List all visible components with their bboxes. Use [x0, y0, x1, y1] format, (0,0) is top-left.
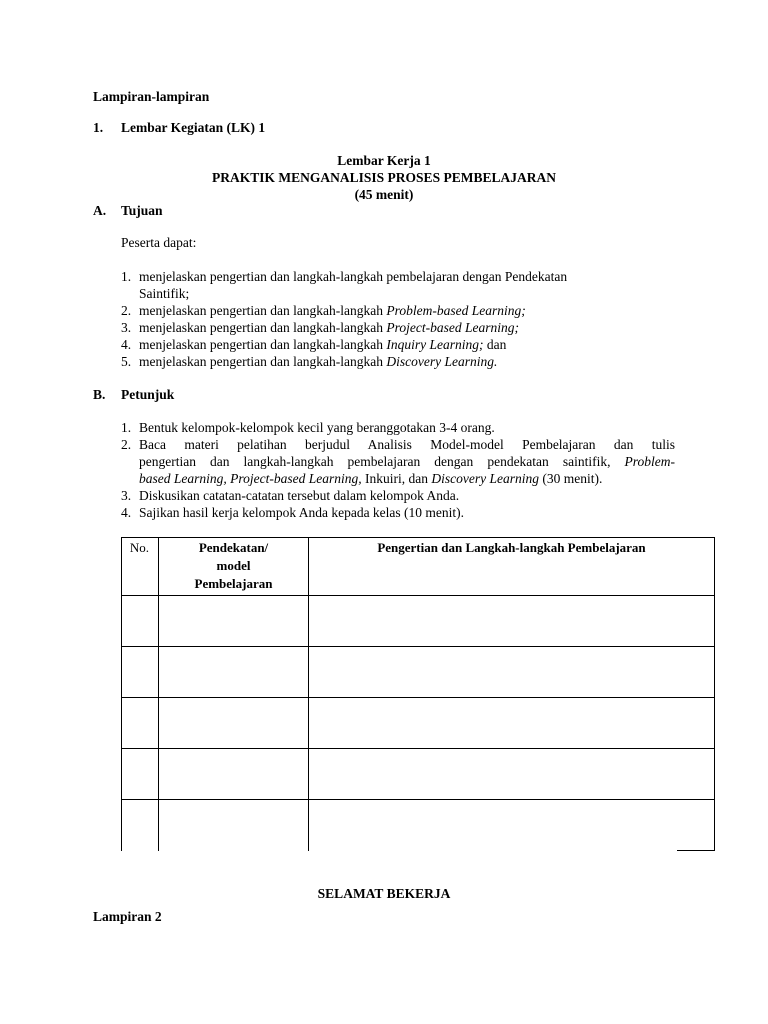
worksheet-table [121, 537, 715, 851]
tujuan-intro: Peserta dapat: [121, 235, 197, 250]
list-item: 1. menjelaskan pengertian dan langkah-langkah pembelajaran dengan Pendekatan Saintifik; [121, 269, 568, 301]
header-no: No. [129, 540, 150, 555]
table-row-divider [121, 799, 715, 800]
list-item: 3. Diskusikan catatan-catatan tersebut dalam kelompok Anda. [121, 488, 460, 503]
lampiran-2-heading: Lampiran 2 [93, 909, 162, 924]
page-heading: Lampiran-lampiran [93, 89, 210, 104]
list-item: 3. menjelaskan pengertian dan langkah-langkah Project-based Learning; [121, 320, 520, 335]
table-border-right [714, 537, 715, 851]
list-item: 4. Sajikan hasil kerja kelompok Anda kepada kelas (10 menit). [121, 505, 465, 520]
list-item: 2. Baca materi pelatihan berjudul Analisis Model-model Pembelajaran dan tulis pengertian dan langkah-langkah pembelajaran dengan pendekatan saintifik, Problem- based Learning, Project-based Learning, Inkuiri, dan Discovery Learning (30 menit). [121, 437, 675, 486]
table-row-divider [121, 646, 715, 647]
table-border-bottom-fragment [677, 850, 715, 851]
petunjuk-label: B. [93, 387, 106, 402]
header-pengertian: Pengertian dan Langkah-langkah Pembelajaran [377, 540, 646, 555]
closing-text: SELAMAT BEKERJA [317, 886, 451, 901]
tujuan-title: Tujuan [121, 203, 163, 218]
sheet-duration: (45 menit) [354, 187, 414, 202]
list-item: 5. menjelaskan pengertian dan langkah-langkah Discovery Learning. [121, 354, 498, 369]
table-col-divider [308, 537, 309, 851]
list-item: 1. Bentuk kelompok-kelompok kecil yang beranggotakan 3-4 orang. [121, 420, 495, 435]
header-pendekatan: Pendekatan/ model Pembelajaran [194, 540, 273, 591]
table-border-top [121, 537, 715, 538]
table-border-left [121, 537, 122, 851]
petunjuk-title: Petunjuk [121, 387, 175, 402]
section-number: 1. [93, 120, 104, 135]
tujuan-label: A. [93, 203, 107, 218]
sheet-title: Lembar Kerja 1 [337, 153, 431, 168]
petunjuk-list [121, 419, 675, 521]
list-item: 4. menjelaskan pengertian dan langkah-langkah Inquiry Learning; dan [121, 337, 507, 352]
list-item: 2. menjelaskan pengertian dan langkah-langkah Problem-based Learning; [121, 303, 526, 318]
table-row-divider [121, 697, 715, 698]
tujuan-list [121, 268, 681, 370]
table-row-divider [121, 595, 715, 596]
section-title: Lembar Kegiatan (LK) 1 [121, 120, 266, 135]
sheet-subtitle: PRAKTIK MENGANALISIS PROSES PEMBELAJARAN [212, 170, 556, 185]
table-row-divider [121, 748, 715, 749]
